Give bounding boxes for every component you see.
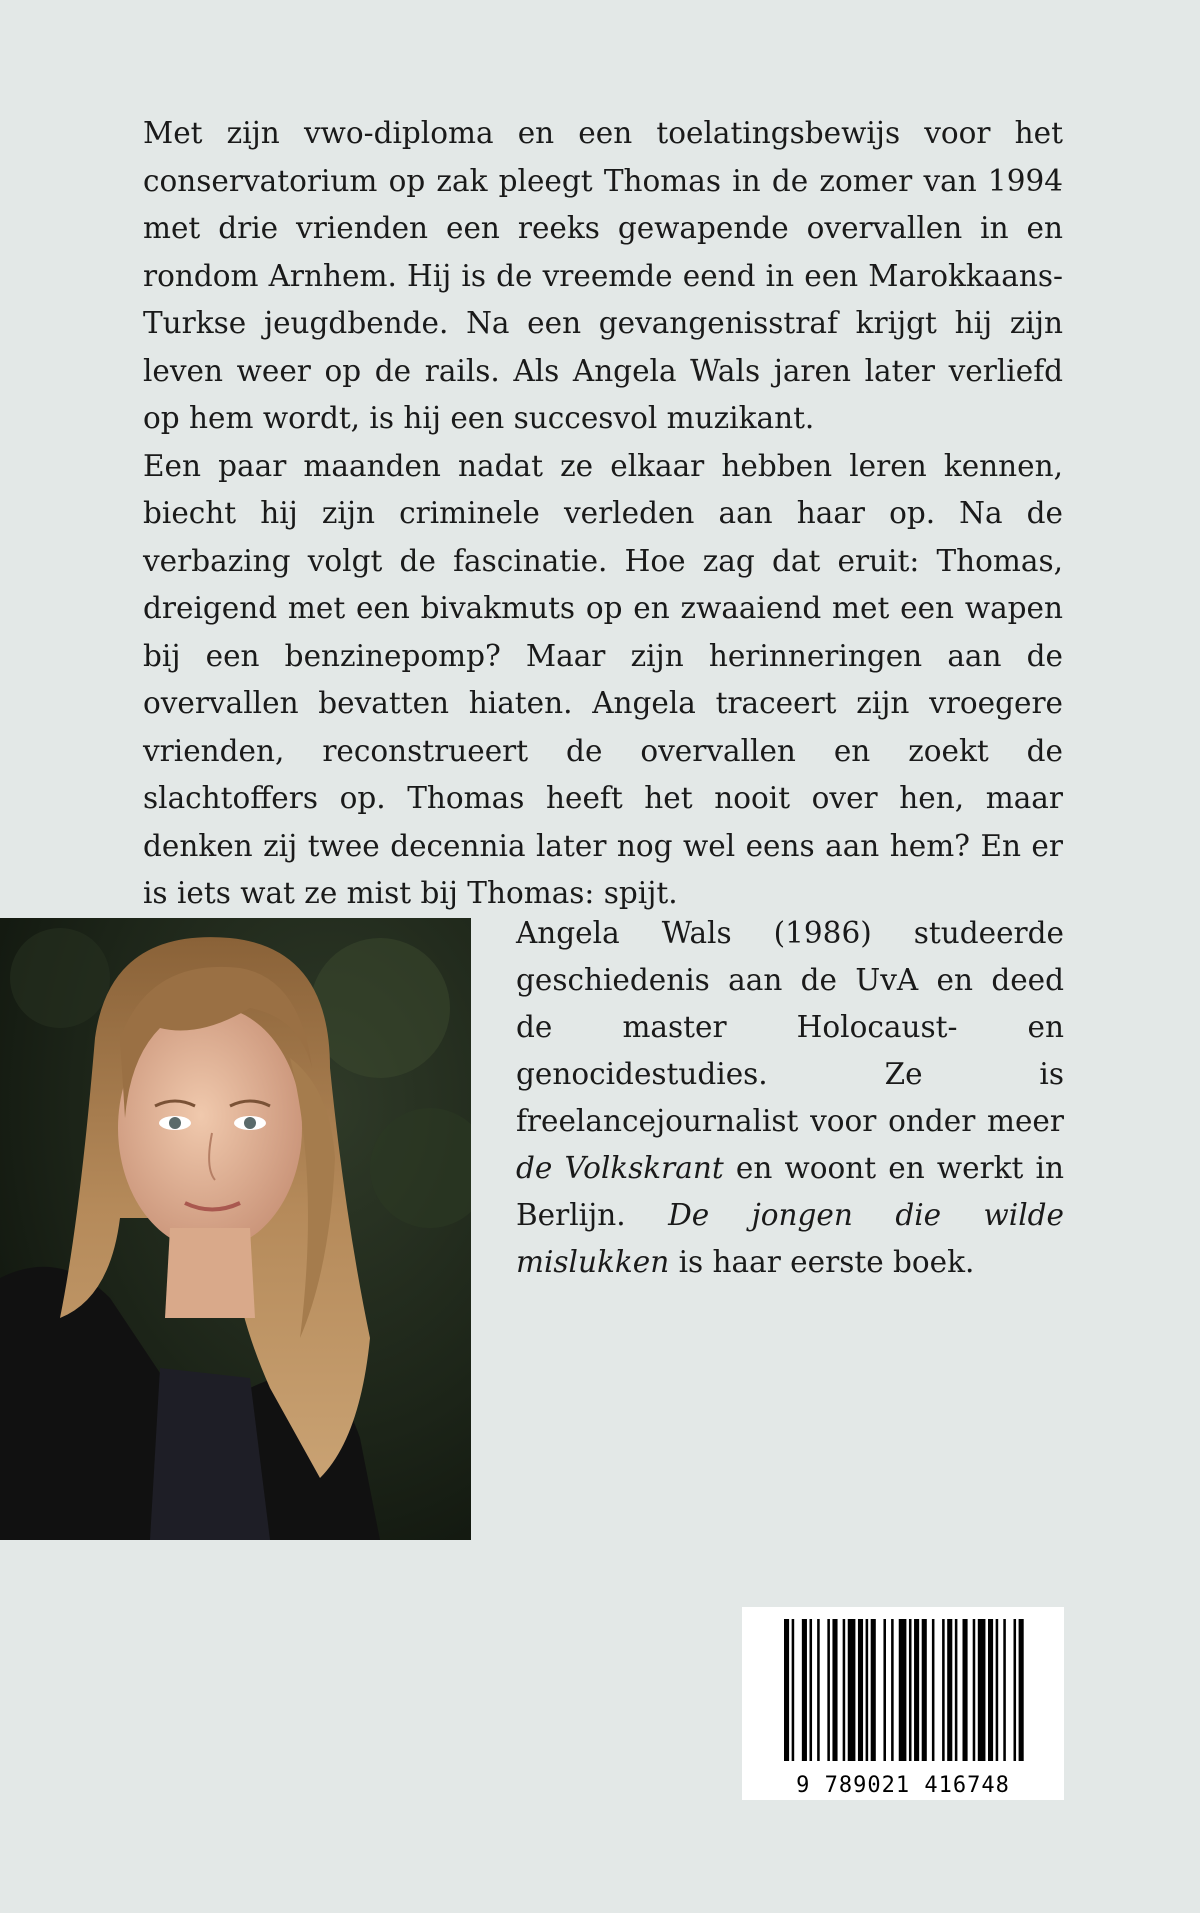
barcode-bar [891, 1619, 894, 1761]
barcode-bar [899, 1619, 907, 1761]
barcode-bar [932, 1619, 935, 1761]
barcode-bar [883, 1619, 886, 1761]
book-title: De jongen die wilde mislukken [516, 1198, 1064, 1279]
barcode-bar [955, 1619, 958, 1761]
barcode-bar [802, 1619, 807, 1761]
barcode-bar [810, 1619, 813, 1761]
bio-text-3: is haar eerste boek. [669, 1245, 975, 1279]
bio-text-1: Angela Wals (1986) studeerde geschiedenis aan de UvA en deed de master Holocaust- en genocidestudies. Ze is freelancejournalist voor onder meer [516, 916, 1064, 1138]
barcode-bar [871, 1619, 876, 1761]
barcode-bar [843, 1619, 846, 1761]
barcode-bar [947, 1619, 952, 1761]
barcode-bar [784, 1619, 789, 1761]
barcode-bar [1019, 1619, 1024, 1761]
author-bio [516, 910, 1064, 1286]
barcode-bar [1003, 1619, 1006, 1761]
barcode-bar [817, 1619, 820, 1761]
barcode-bars [742, 1607, 1064, 1800]
author-bio-text [516, 910, 1064, 1286]
newspaper-name: de Volkskrant [516, 1151, 724, 1185]
barcode-bar [914, 1619, 919, 1761]
barcode-bar [858, 1619, 863, 1761]
barcode-bar [848, 1619, 856, 1761]
barcode-bar [922, 1619, 927, 1761]
back-cover-blurb [143, 110, 1063, 918]
barcode-bar [973, 1619, 976, 1761]
barcode-bar [827, 1619, 830, 1761]
barcode-bar [1014, 1619, 1017, 1761]
barcode-bar [978, 1619, 986, 1761]
isbn-barcode [742, 1607, 1064, 1800]
barcode-bar [792, 1619, 795, 1761]
barcode-digits: 9 789021 416748 [796, 1773, 1010, 1798]
barcode-bar [963, 1619, 968, 1761]
barcode-bar [832, 1619, 837, 1761]
barcode-bar [942, 1619, 945, 1761]
barcode-bar [996, 1619, 999, 1761]
barcode-bar [988, 1619, 993, 1761]
author-photo [0, 918, 471, 1540]
barcode-bar [866, 1619, 869, 1761]
bio-text-2: en woont en werkt in Berlijn. [516, 1151, 1064, 1232]
barcode-bar [909, 1619, 912, 1761]
blurb-paragraph-2: Een paar maanden nadat ze elkaar hebben leren kennen, biecht hij zijn criminele verleden aan haar op. Na de verbazing volgt de fascinatie. Hoe zag dat eruit: Thomas, dreigend met een bivakmuts op en zwaaiend met een wapen bij een benzinepomp? Maar zijn herinneringen aan de overvallen bevatten hiaten. Angela traceert zijn vroegere vrienden, reconstrueert de overvallen en zoekt de slachtoffers op. Thomas heeft het nooit over hen, maar denken zij twee decennia later nog wel eens aan hem? En er is iets wat ze mist bij Thomas: spijt. [143, 448, 1063, 910]
blurb-paragraph-1: Met zijn vwo-diploma en een toelatingsbewijs voor het conservatorium op zak pleegt Thomas in de zomer van 1994 met drie vrienden een reeks gewapende overvallen in en rondom Arnhem. Hij is de vreemde eend in een Marokkaans-Turkse jeugdbende. Na een gevangenisstraf krijgt hij zijn leven weer op de rails. Als Angela Wals jaren later verliefd op hem wordt, is hij een succesvol muzikant. [143, 116, 1063, 435]
